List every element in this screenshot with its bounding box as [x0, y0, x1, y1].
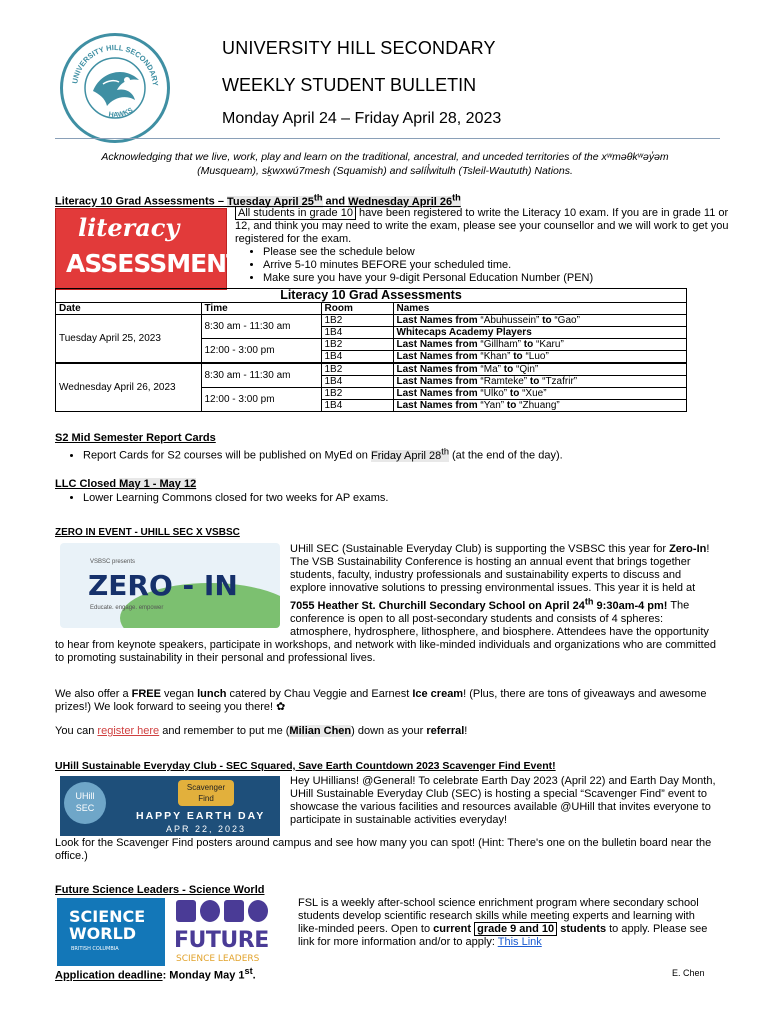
names-from: “Yan” — [480, 400, 505, 411]
literacy-intro-text: have been registered to write the Literacy 10 exam. If you are in grade 11 or 12, and think you may need to write the exam, please see your counsellor and we will work to get you registered for the exam. — [235, 207, 729, 245]
schedule-table-title: Literacy 10 Grad Assessments — [56, 289, 686, 303]
science-world-logo-text-2: WORLD — [69, 924, 137, 943]
names-to: “Xue” — [522, 388, 547, 399]
fsl-p1: FSL is a weekly after-school science enrichment program where secondary school students develop scientific research skills while meeting experts and learning with like-minded peers. Open to — [298, 897, 699, 935]
zero-in-image-presents: VSBSC presents — [90, 559, 136, 565]
day-1-rows — [56, 315, 686, 364]
fsl-grade-box: grade 9 and 10 — [474, 922, 557, 936]
names-to-word: to — [500, 364, 516, 375]
zero-in-p2-g: ! (Plus, there are tons of giveaways and awesome prizes!) We look forward to seeing you there! — [55, 688, 707, 713]
names-cell — [393, 351, 686, 364]
zero-in-p1-location — [290, 596, 668, 612]
report-cards-text: Report Cards for S2 courses will be published on MyEd on — [83, 449, 371, 462]
zero-in-p1-location-sup: th — [584, 596, 594, 606]
names-from: “Abuhussein” — [480, 315, 540, 326]
bulletin-title: WEEKLY STUDENT BULLETIN — [222, 75, 477, 95]
zero-in-image-tagline: Educate. engage. empower — [90, 605, 164, 611]
names-prefix: Whitecaps Academy Players — [396, 327, 532, 338]
names-cell — [393, 400, 686, 412]
scavenger-title: UHill Sustainable Everyday Club - SEC Squared, Save Earth Countdown 2023 Scavenger Find Event! — [55, 760, 556, 772]
list-item: • Lower Learning Commons closed for two weeks for AP exams. — [83, 492, 753, 505]
room-cell: 1B2 — [321, 388, 393, 400]
names-cell — [393, 315, 686, 327]
fsl-deadline — [55, 965, 256, 983]
earth-day-date-text: APR 22, 2023 — [166, 824, 247, 834]
llc-list — [55, 492, 753, 505]
party-icon: ✿ — [276, 701, 286, 713]
zero-in-p2-e: catered by Chau Veggie and Earnest — [226, 688, 413, 700]
report-cards-date-sup: th — [441, 446, 449, 456]
room-cell: 1B2 — [321, 363, 393, 376]
names-prefix: Last Names from — [396, 388, 481, 399]
fsl-title: Future Science Leaders - Science World — [55, 884, 265, 896]
gear-icon — [248, 900, 268, 922]
logo-arc-bottom-text: HAWKS — [108, 106, 135, 119]
globe-icon — [200, 900, 220, 922]
room-cell: 1B2 — [321, 315, 393, 327]
zero-in-p2-free: FREE — [131, 688, 161, 700]
literacy-title-date2-sup: th — [452, 192, 461, 202]
names-prefix: Last Names from — [396, 315, 481, 326]
report-cards-date — [370, 446, 449, 462]
literacy-bullet-list — [235, 246, 730, 285]
report-cards-tail: (at the end of the day). — [448, 449, 563, 462]
names-prefix: Last Names from — [396, 376, 481, 387]
zero-in-p1-a: UHill SEC (Sustainable Everyday Club) is supporting the VSBSC this year for — [290, 543, 670, 555]
table-header-row — [56, 303, 686, 315]
fsl-p1-d: to apply. Please see link for more information and/or to apply: — [298, 923, 708, 948]
table-row — [56, 363, 686, 376]
scavenger-paragraph-2: Look for the Scavenger Find posters around campus and see how many you can spot! (Hint: There's one on the bulletin board near the office.) — [55, 837, 712, 862]
names-to-word: to — [507, 388, 523, 399]
earth-day-image — [60, 776, 280, 836]
literacy-image-script-text: literacy — [78, 213, 180, 242]
zero-in-p3-c: ) down as your — [351, 725, 427, 737]
bulletin-date-range: Monday April 24 – Friday April 28, 2023 — [222, 110, 502, 127]
names-to: “Luo” — [525, 351, 549, 362]
llc-title-dates: May 1 - May 12 — [119, 478, 197, 490]
literacy-intro — [235, 207, 730, 285]
time-cell: 8:30 am - 11:30 am — [201, 315, 321, 339]
room-cell: 1B4 — [321, 327, 393, 339]
zero-in-title: ZERO IN EVENT - UHILL SEC X VSBSC — [55, 527, 240, 538]
svg-text:HAWKS — [108, 107, 134, 119]
names-from: “Ma” — [480, 364, 501, 375]
names-cell — [393, 388, 686, 400]
names-prefix: Last Names from — [396, 364, 481, 375]
names-to: “Tzafrir” — [542, 376, 578, 387]
report-cards-date-text: Friday April 28 — [370, 449, 442, 462]
literacy-title-date2 — [348, 192, 461, 208]
zero-in-p3-b: and remember to put me ( — [159, 725, 290, 737]
names-cell — [393, 339, 686, 351]
names-to-word: to — [510, 351, 526, 362]
literacy-image-heading-text: ASSESSMENT — [66, 249, 243, 278]
date-cell: Wednesday April 26, 2023 — [56, 363, 201, 411]
literacy-intro-boxed: All students in grade 10 — [235, 206, 356, 220]
names-from: “Ramteke” — [480, 376, 528, 387]
science-world-logo — [57, 898, 165, 966]
hawk-emblem-icon — [63, 36, 167, 140]
zero-in-p3-referral: referral — [426, 725, 465, 737]
referral-name: Milian Chen — [289, 725, 352, 737]
zero-in-paragraph-2 — [55, 688, 720, 714]
list-item: • Please see the schedule below — [263, 246, 730, 259]
zero-in-paragraph-3 — [55, 725, 720, 738]
llc-title-lead: LLC Closed — [55, 478, 120, 490]
uhill-sec-badge — [64, 782, 106, 824]
names-to-word: to — [520, 339, 536, 350]
time-cell: 12:00 - 3:00 pm — [201, 339, 321, 364]
zero-in-p1-time: 9:30am-4 pm! — [593, 599, 668, 612]
list-item — [83, 445, 753, 463]
zero-in-p1-c: ! The VSB Sustainability Conference is hosting an annual event that brings together students, faculty, industry professionals and sustainability experts to discuss and explore innovative solutions to pressing environmental issues. This year it is held at — [290, 543, 710, 594]
flask-icon — [224, 900, 244, 922]
zero-in-paragraph-1 — [55, 543, 720, 665]
deadline-period: . — [252, 969, 256, 982]
column-header-time: Time — [201, 303, 321, 315]
header-divider — [55, 138, 720, 139]
report-cards-title: S2 Mid Semester Report Cards — [55, 432, 216, 444]
names-to: “Gao” — [554, 315, 580, 326]
names-from: “Ulko” — [480, 388, 508, 399]
science-icons-row — [176, 900, 276, 928]
names-to: “Karu” — [535, 339, 564, 350]
day-2-rows — [56, 363, 686, 411]
scavenger-find-badge — [178, 780, 234, 806]
deadline-sup: st — [244, 966, 253, 976]
zero-in-p2-lunch: lunch — [197, 688, 227, 700]
atom-icon — [176, 900, 196, 922]
room-cell: 1B2 — [321, 339, 393, 351]
table-row — [56, 315, 686, 327]
literacy-title-date1-sup: th — [313, 192, 323, 202]
names-to-word: to — [527, 376, 543, 387]
time-cell: 12:00 - 3:00 pm — [201, 388, 321, 412]
llc-title — [55, 478, 196, 490]
names-to: “Qin” — [515, 364, 539, 375]
column-header-room: Room — [321, 303, 393, 315]
report-cards-list — [55, 445, 753, 463]
image-float-spacer — [55, 543, 290, 635]
scavenger-paragraph-1: Hey UHillians! @General! To celebrate Earth Day 2023 (April 22) and Earth Day Month, UHill Sustainable Everyday Club (SEC) is hosting a special “Scavenger Find” event to showcase the various facilities and resources available @UHill that invites everyone to participate in sustainable activities everyday! — [290, 775, 716, 826]
time-cell: 8:30 am - 11:30 am — [201, 363, 321, 388]
deadline-date: : Monday May 1 — [162, 969, 245, 982]
zero-in-image-title: ZERO - IN — [88, 569, 238, 602]
fsl-paragraph — [298, 897, 718, 949]
names-prefix: Last Names from — [396, 351, 481, 362]
sec-badge-text: SEC — [75, 803, 95, 813]
literacy-title-and: and — [322, 195, 349, 208]
scavenger-badge-text: Scavenger — [186, 783, 226, 792]
names-cell — [393, 363, 686, 376]
names-cell — [393, 327, 686, 339]
names-from: “Khan” — [480, 351, 511, 362]
literacy-assessment-image — [55, 208, 243, 290]
zero-in-p1-b: Zero-In — [669, 543, 707, 555]
schedule-table-grid — [56, 303, 686, 411]
list-item: • Arrive 5-10 minutes BEFORE your scheduled time. — [263, 259, 730, 272]
room-cell: 1B4 — [321, 400, 393, 412]
literacy-schedule-table — [55, 288, 687, 412]
register-here-link[interactable]: register here — [97, 725, 160, 737]
literacy-title-date2-text: Wednesday April 26 — [348, 195, 453, 208]
uhill-badge-text: UHill — [75, 791, 95, 801]
room-cell: 1B4 — [321, 351, 393, 364]
zero-in-p2-icecream: Ice cream — [412, 688, 464, 700]
names-to: “Zhuang” — [519, 400, 560, 411]
land-acknowledgement: Acknowledging that we live, work, play and learn on the traditional, ancestral, and unceded territories of the xʷməθkʷəy̓əm (Musqueam), sḵwxwú7mesh (Squamish) and səlíl̓witulh (Tsleil-Waututh) Nations. — [101, 151, 669, 177]
science-world-logo-text-1: SCIENCE — [69, 907, 146, 926]
school-logo — [60, 33, 170, 143]
names-to-word: to — [504, 400, 520, 411]
science-leaders-logo-text: SCIENCE LEADERS — [176, 954, 260, 964]
school-name-heading: UNIVERSITY HILL SECONDARY — [222, 38, 496, 58]
date-cell: Tuesday April 25, 2023 — [56, 315, 201, 364]
zero-in-p3-e: ! — [464, 725, 468, 737]
zero-in-p2-c: vegan — [160, 688, 198, 700]
fsl-current: current — [433, 923, 472, 935]
future-science-leaders-logo — [172, 898, 284, 966]
column-header-names: Names — [396, 303, 430, 314]
future-logo-text: FUTURE — [174, 928, 269, 953]
find-badge-text: Find — [198, 794, 214, 803]
literacy-title-date1-text: Tuesday April 25 — [227, 195, 314, 208]
author-signature: E. Chen — [672, 968, 705, 978]
names-from: “Gillham” — [480, 339, 521, 350]
names-prefix: Last Names from — [396, 400, 481, 411]
zero-in-p2-a: We also offer a — [55, 688, 132, 700]
list-item: • Make sure you have your 9-digit Personal Education Number (PEN) — [263, 272, 730, 285]
logo-arc-top-text: UNIVERSITY HILL SECONDARY — [70, 42, 161, 87]
room-cell: 1B4 — [321, 376, 393, 388]
names-cell — [393, 376, 686, 388]
names-to-word: to — [539, 315, 555, 326]
names-prefix: Last Names from — [396, 339, 481, 350]
science-world-logo-text-3: BRITISH COLUMBIA — [71, 946, 119, 952]
fsl-apply-link[interactable]: This Link — [497, 936, 542, 948]
happy-earth-day-text: HAPPY EARTH DAY — [136, 810, 266, 822]
deadline-label: Application deadline — [55, 969, 163, 982]
fsl-students: students — [560, 923, 607, 935]
zero-in-p1-f: The conference is open to all post-secondary students and consists of 4 spheres: atmosphere, hydrosphere, lithosphere, and biosphere. Attendees have the opportunity to hear from keynote speakers, participate in workshops, and network with like-minded individuals and organizations who are committed to promoting sustainability in their personal and professional lives. — [55, 599, 716, 664]
column-header-date: Date — [56, 303, 201, 315]
zero-in-p3-a: You can — [55, 725, 98, 737]
literacy-title-lead: Literacy 10 Grad Assessments – — [55, 195, 228, 208]
zero-in-p1-location-text: 7055 Heather St. Churchill Secondary School on April 24 — [290, 599, 585, 612]
